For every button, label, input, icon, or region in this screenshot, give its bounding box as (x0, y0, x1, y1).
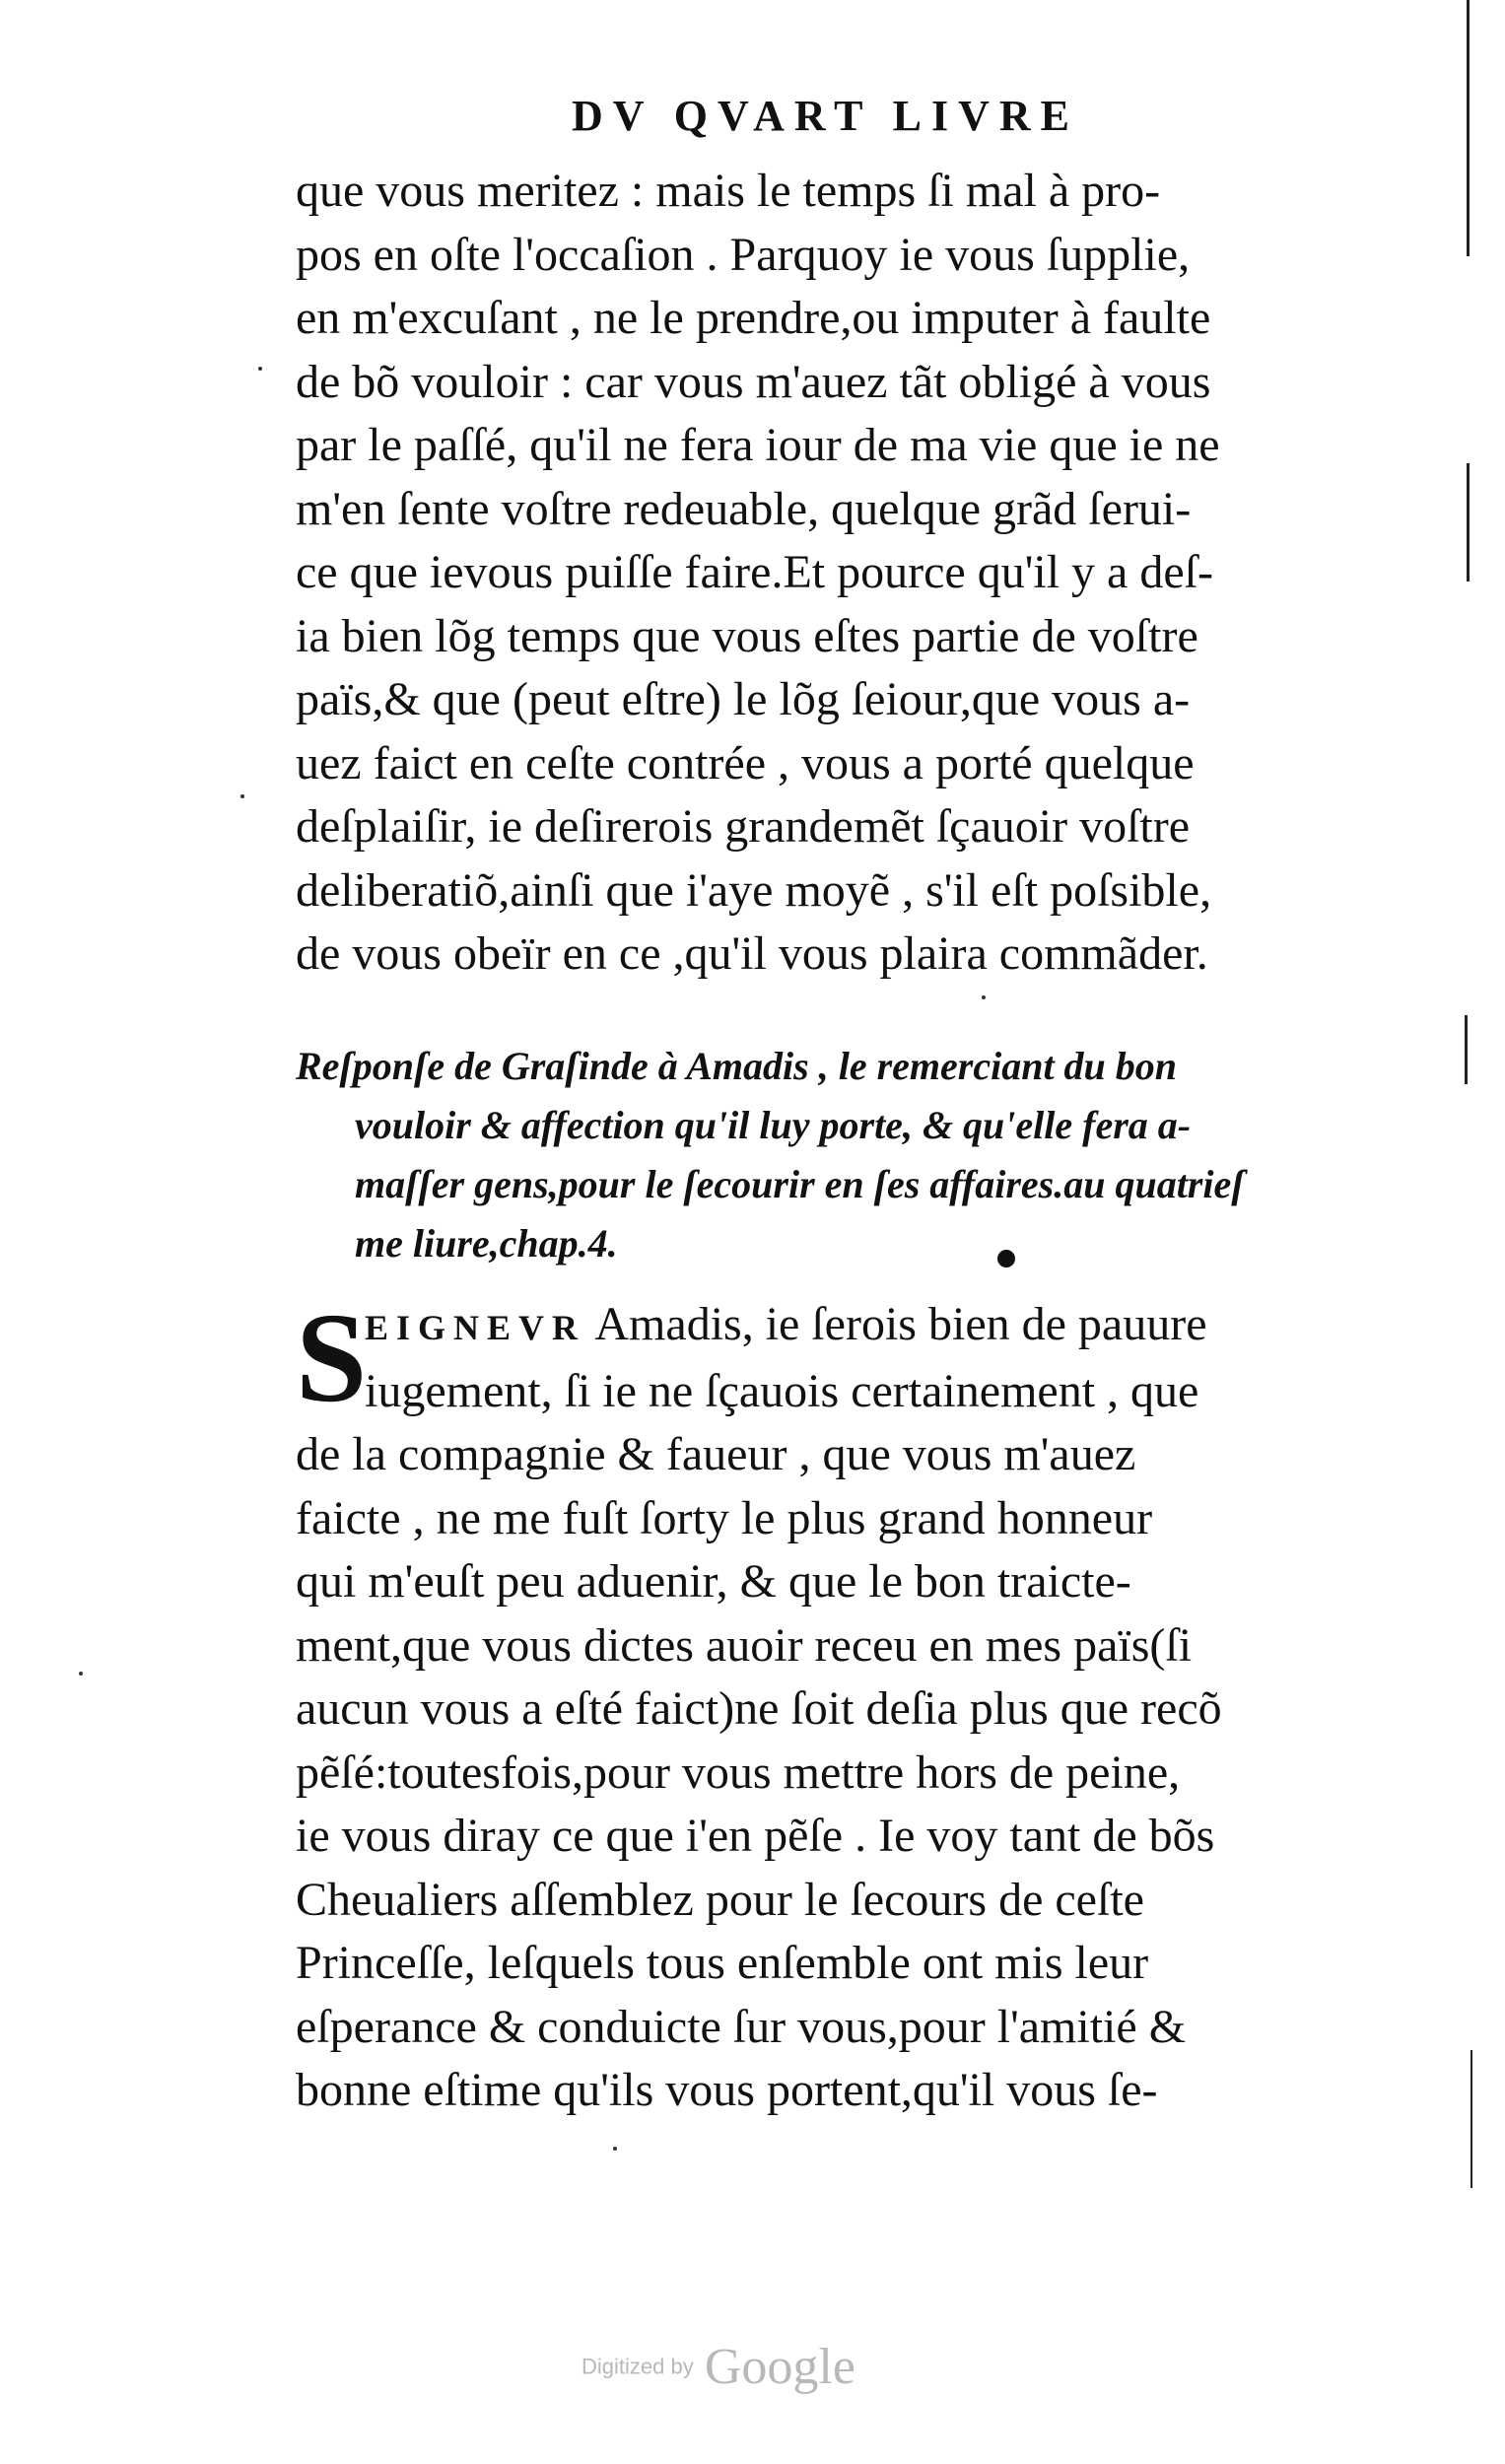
rubric-line: maſſer gens,pour le ſecourir en ſes affaires.au quatrieſ (355, 1162, 1245, 1206)
text-line: pẽſé:toutesfois,pour vous mettre hors de peine, (296, 1745, 1181, 1799)
text-line: uez faict en ceſte contrée , vous a porté quelque (296, 736, 1195, 789)
text-line: de la compagnie & faueur , que vous m'auez (296, 1428, 1136, 1480)
opening-word-smallcaps: EIGNEVR (365, 1308, 586, 1347)
text-line: ie vous diray ce que i'en pẽſe . Ie voy tant de bõs (296, 1810, 1215, 1862)
text-line: que vous meritez : mais le temps ſi mal à pro- (296, 165, 1161, 217)
text-line: en m'excuſant , ne le prendre,ou imputer à faulte (296, 292, 1211, 344)
text-line: qui m'euſt peu aduenir, & que le bon traicte- (296, 1555, 1131, 1608)
text-line: aucun vous a eſté faict)ne ſoit deſia plus que recõ (296, 1682, 1222, 1735)
digitized-by-label: Digitized by (581, 2354, 694, 2379)
binding-edge-line (1471, 2050, 1472, 2188)
text-line: m'en ſente voſtre redeuable, quelque grãd ſerui- (296, 482, 1192, 535)
text-line: deliberatiõ,ainſi que i'aye moyẽ , s'il eſt poſsible, (296, 863, 1212, 917)
text-line: de bõ vouloir : car vous m'auez tãt obligé à vous (296, 355, 1211, 408)
text-line: ia bien lõg temps que vous eſtes partie de voſtre (296, 609, 1198, 662)
rubric-line: me liure,chap.4. (355, 1221, 618, 1266)
binding-edge-line (1465, 1015, 1468, 1084)
google-logo-text: Google (704, 2339, 855, 2395)
text-line: bonne eſtime qu'ils vous portent,qu'il vous ſe- (296, 2064, 1158, 2116)
text-line: païs,& que (peut eſtre) le lõg ſeiour,que vous a- (296, 673, 1191, 725)
binding-edge-line (1467, 463, 1470, 582)
chapter-paragraph (296, 1287, 1390, 2123)
text-line: Cheualiers aſſemblez pour le ſecours de ceſte (296, 1873, 1144, 1926)
rubric-line: vouloir & affection qu'il luy porte, & qu'elle fera a- (355, 1103, 1192, 1147)
text-line: deſplaiſir, ie deſirerois grandemẽt ſçauoir voſtre (296, 800, 1191, 853)
ink-speck (240, 794, 244, 798)
text-line: pos en oſte l'occaſion . Parquoy ie vous ſupplie, (296, 228, 1191, 281)
text-line: Princeſſe, leſquels tous enſemble ont mis leur (296, 1937, 1149, 1989)
text-line: faicte , ne me fuſt ſorty le plus grand honneur (296, 1491, 1153, 1544)
ink-speck (79, 1672, 83, 1676)
text-line: par le paſſé, qu'il ne fera iour de ma vie que ie ne (296, 419, 1220, 471)
text-line: iugement, ſi ie ne ſçauois certainement , que (365, 1364, 1199, 1417)
text-line: eſperance & conduicte ſur vous,pour l'amitié & (296, 2000, 1187, 2053)
binding-edge-line (1467, 0, 1470, 256)
ink-speck (613, 2147, 617, 2151)
text-line: de vous obeïr en ce ,qu'il vous plaira commãder. (296, 927, 1208, 980)
drop-cap-initial: S (296, 1287, 368, 1429)
ink-speck (258, 367, 262, 371)
ink-blot (997, 1250, 1015, 1267)
text-line: ce que ievous puiſſe faire.Et pource qu'il y a deſ- (296, 546, 1213, 598)
text-line (296, 1293, 1390, 1360)
opening-line-text: Amadis, ie ſerois bien de pauure (585, 1298, 1207, 1350)
chapter-rubric (296, 1037, 1390, 1273)
rubric-line: Reſponſe de Graſinde à Amadis , le remerciant du bon (296, 1044, 1178, 1088)
running-head: DV QVART LIVRE (572, 92, 1080, 140)
text-line: ment,que vous dictes auoir receu en mes païs(ſi (296, 1618, 1193, 1672)
ink-speck (982, 995, 986, 999)
body-paragraph (296, 160, 1390, 987)
digitized-by-watermark (581, 2338, 917, 2397)
